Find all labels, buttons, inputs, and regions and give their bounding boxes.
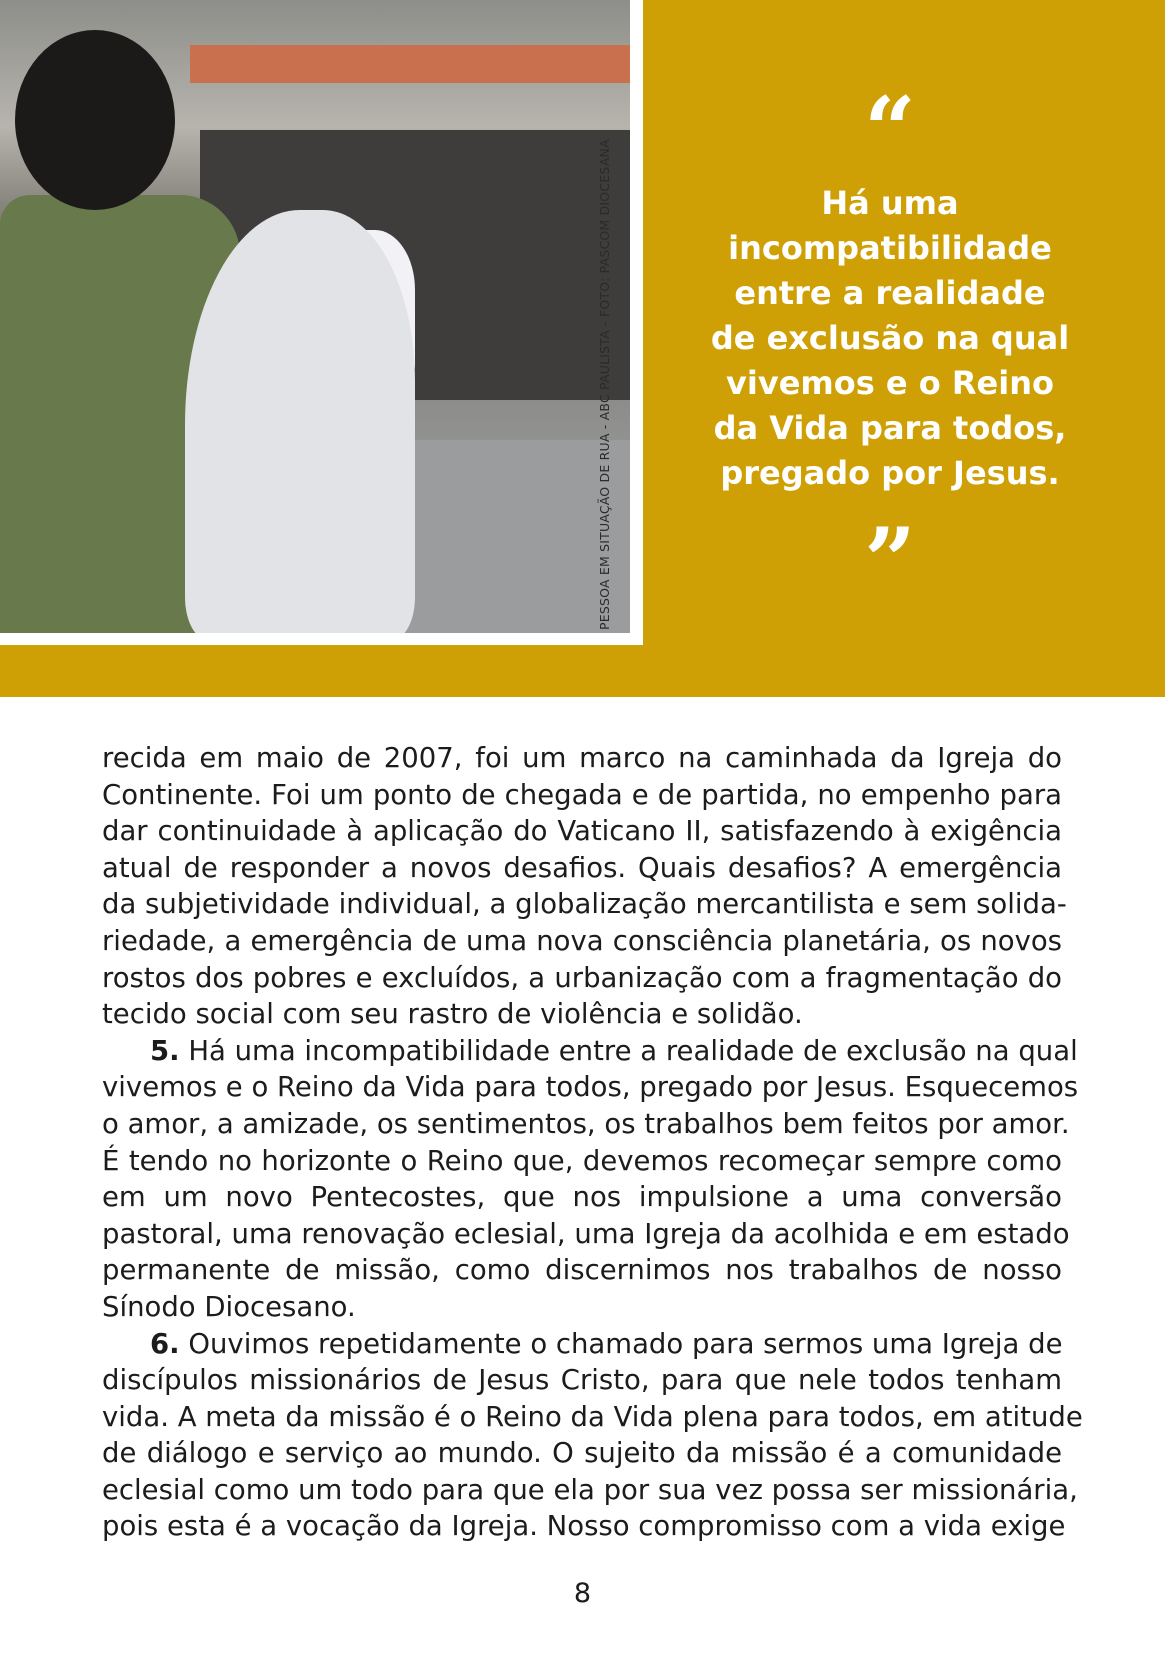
pull-quote-text	[690, 181, 1090, 496]
pull-quote-line: da Vida para todos,	[713, 409, 1067, 447]
pull-quote-line: entre a realidade	[734, 274, 1046, 312]
body-line: pois esta é a vocação da Igreja. Nosso compromisso com a vida exige	[102, 1510, 1066, 1543]
body-text	[102, 740, 1083, 1545]
body-line: dar continuidade à aplicação do Vaticano II, satisfazendo à exigência	[102, 815, 1062, 848]
open-quote-icon: “	[864, 77, 916, 183]
photo-caption: PESSOA EM SITUAÇÃO DE RUA - ABC PAULISTA - FOTO: PASCOM DIOCESANA	[597, 139, 612, 630]
body-line: tecido social com seu rastro de violência e solidão.	[102, 998, 803, 1031]
body-line: recida em maio de 2007, foi um marco na caminhada da Igreja do	[102, 742, 1062, 774]
photo-awning	[190, 45, 630, 83]
body-line: permanente de missão, como discernimos nos trabalhos de nosso	[102, 1254, 1062, 1287]
pull-quote-line: Há uma	[821, 184, 959, 222]
pull-quote-line: pregado por Jesus.	[720, 454, 1060, 492]
body-line: eclesial como um todo para que ela por sua vez possa ser missionária,	[102, 1473, 1078, 1506]
street-photo	[0, 0, 630, 633]
body-line: em um novo Pentecostes, que nos impulsione a uma conversão	[102, 1181, 1062, 1214]
body-line: vida. A meta da missão é o Reino da Vida plena para todos, em atitude	[102, 1400, 1083, 1433]
page-number: 8	[573, 1578, 592, 1609]
body-line: Sínodo Diocesano.	[102, 1290, 356, 1323]
body-line: pastoral, uma renovação eclesial, uma Igreja da acolhida e em estado	[102, 1217, 1070, 1250]
body-line: Continente. Foi um ponto de chegada e de partida, no empenho para	[102, 778, 1062, 811]
body-line: de diálogo e serviço ao mundo. O sujeito da missão é a comunidade	[102, 1437, 1062, 1470]
close-quote-icon: ”	[864, 508, 916, 614]
pull-quote-line: de exclusão na qual	[710, 319, 1070, 357]
body-line	[102, 1033, 1078, 1070]
paragraph-number: 5.	[150, 1034, 180, 1067]
body-line: atual de responder a novos desafios. Quais desafios? A emergência	[102, 851, 1062, 884]
body-line: rostos dos pobres e excluídos, a urbanização com a fragmentação do	[102, 961, 1062, 994]
paragraph-number: 6.	[150, 1327, 180, 1360]
pull-quote-line: incompatibilidade	[728, 229, 1052, 267]
pull-quote-line: vivemos e o Reino	[726, 364, 1054, 402]
body-line: da subjetividade individual, a globalização mercantilista e sem solida-	[102, 888, 1067, 921]
photo-person-head	[15, 30, 175, 210]
photo-bag	[185, 210, 415, 633]
body-line: vivemos e o Reino da Vida para todos, pregado por Jesus. Esquecemos	[102, 1071, 1079, 1104]
body-line: o amor, a amizade, os sentimentos, os trabalhos bem feitos por amor.	[102, 1107, 1070, 1140]
body-line: É tendo no horizonte o Reino que, devemos recomeçar sempre como	[102, 1144, 1062, 1177]
body-line: riedade, a emergência de uma nova consciência planetária, os novos	[102, 924, 1062, 957]
body-line-text: Ouvimos repetidamente o chamado para sermos uma Igreja de	[188, 1327, 1063, 1360]
body-line-text: Há uma incompatibilidade entre a realidade de exclusão na qual	[188, 1034, 1078, 1067]
body-line: discípulos missionários de Jesus Cristo, para que nele todos tenham	[102, 1364, 1062, 1397]
photo-frame	[0, 0, 643, 645]
pull-quote	[690, 77, 1090, 614]
body-line	[102, 1326, 1062, 1363]
